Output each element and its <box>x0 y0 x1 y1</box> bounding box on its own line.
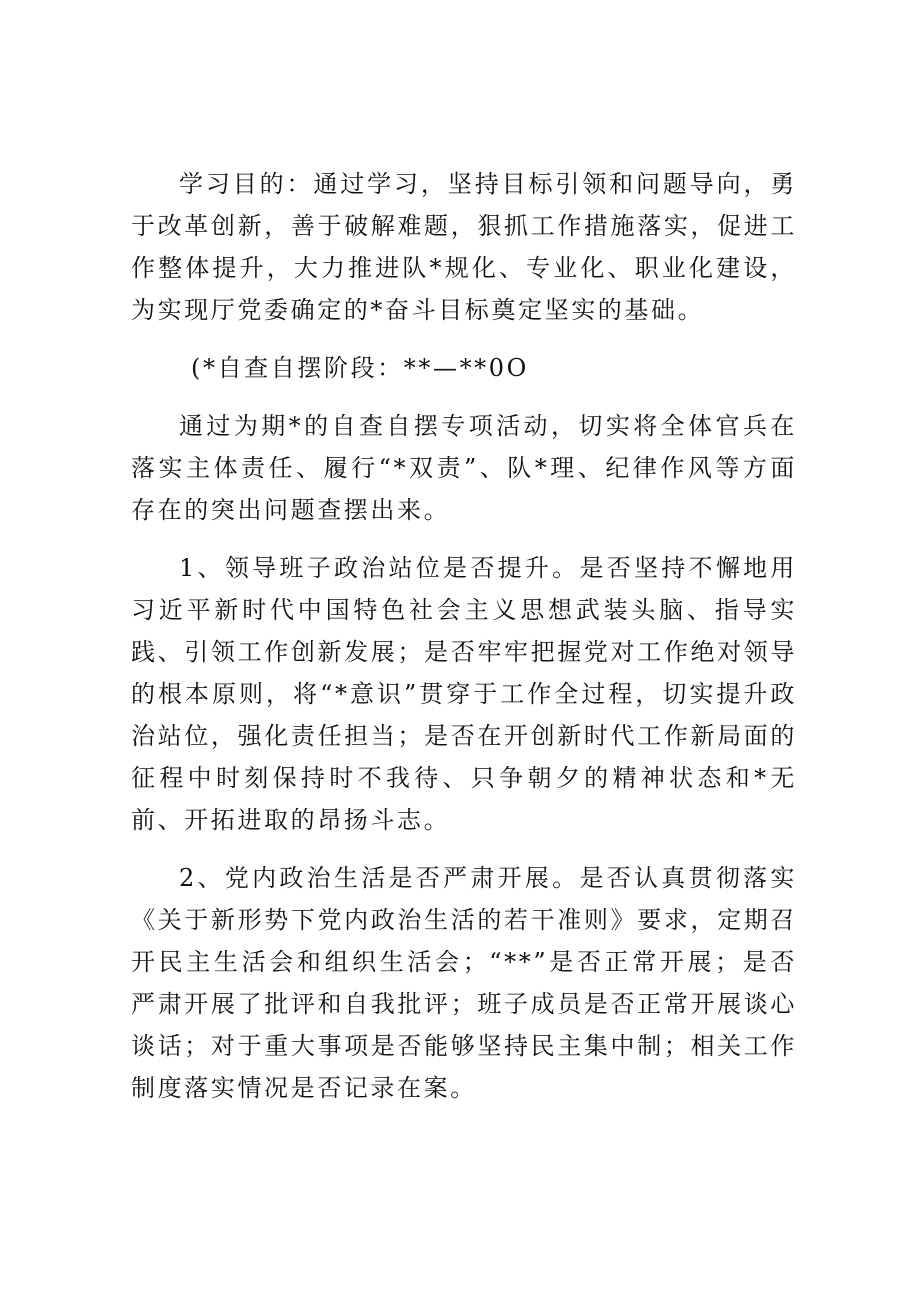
section-heading-self-check: (*自查自摆阶段：**—**0O <box>191 354 529 382</box>
paragraph-study-purpose: 学习目的：通过学习，坚持目标引领和问题导向，勇于改革创新，善于破解难题，狠抓工作措施落实，促进工作整体提升，大力推进队*规化、专业化、职业化建设，为实现厅党委确定的*奋斗目标奠定坚实的基础。 <box>131 170 797 324</box>
paragraph-item-2: 2、党内政治生活是否严肃开展。是否认真贯彻落实《关于新形势下党内政治生活的若干准则》要求，定期召开民主生活会和组织生活会；“**”是否正常开展；是否严肃开展了批评和自我批评；班子成员是否正常开展谈心谈话；对于重大事项是否能够坚持民主集中制；相关工作制度落实情况是否记录在案。 <box>131 864 797 1102</box>
document-body <box>131 163 797 1125</box>
paragraph-item-1: 1、领导班子政治站位是否提升。是否坚持不懈地用习近平新时代中国特色社会主义思想武装头脑、指导实践、引领工作创新发展；是否牢牢把握党对工作绝对领导的根本原则，将“*意识”贯穿于工作全过程，切实提升政治站位，强化责任担当；是否在开创新时代工作新局面的征程中时刻保持时不我待、只争朝夕的精神状态和*无前、开拓进取的昂扬斗志。 <box>131 554 797 834</box>
paragraph-self-check-intro: 通过为期*的自查自摆专项活动，切实将全体官兵在落实主体责任、履行“*双责”、队*理、纪律作风等方面存在的突出问题查摆出来。 <box>131 412 797 524</box>
